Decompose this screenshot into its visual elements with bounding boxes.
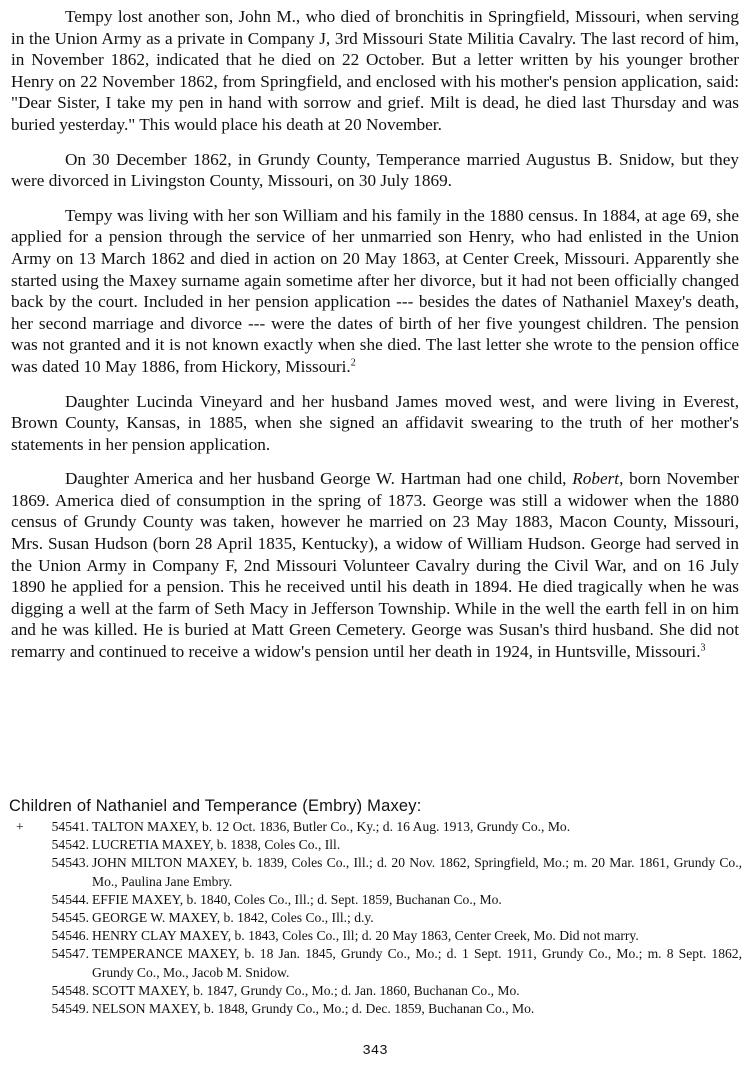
child-details: GEORGE W. MAXEY, b. 1842, Coles Co., Ill.; d.y. — [92, 910, 374, 926]
child-number: 54545. — [51, 910, 89, 926]
child-details: EFFIE MAXEY, b. 1840, Coles Co., Ill.; d. Sept. 1859, Buchanan Co., Mo. — [92, 891, 502, 907]
child-entry — [8, 1000, 742, 1018]
child-number: 54542. — [51, 837, 89, 853]
body-text — [11, 6, 739, 676]
child-details: SCOTT MAXEY, b. 1847, Grundy Co., Mo.; d. Jan. 1860, Buchanan Co., Mo. — [92, 982, 520, 998]
continuation-marker: + — [16, 819, 24, 834]
child-number: 54543. — [51, 855, 89, 871]
paragraph-text-lead: Daughter America and her husband George W. Hartman had one child, — [65, 469, 573, 489]
child-details: TALTON MAXEY, b. 12 Oct. 1836, Butler Co., Ky.; d. 16 Aug. 1913, Grundy Co., Mo. — [92, 819, 571, 834]
child-entry — [8, 927, 742, 945]
child-entry — [8, 836, 742, 854]
child-details: TEMPERANCE MAXEY, b. 18 Jan. 1845, Grundy Co., Mo.; d. 1 Sept. 1911, Grundy Co., Mo.; m. 8 Sept. 1862, Grundy Co., Mo., Jacob M. Snidow. — [92, 946, 742, 980]
children-heading: Children of Nathaniel and Temperance (Embry) Maxey: — [9, 797, 422, 815]
child-entry — [8, 909, 742, 927]
child-number: 54549. — [51, 1001, 89, 1017]
paragraph-text: On 30 December 1862, in Grundy County, Temperance married Augustus B. Snidow, but they were divorced in Livingston County, Missouri, on 30 July 1869. — [11, 149, 739, 191]
child-number: 54546. — [51, 928, 89, 944]
children-list — [8, 818, 742, 1018]
child-entry — [8, 854, 742, 890]
paragraph — [11, 6, 739, 136]
paragraph — [11, 205, 739, 378]
child-details: HENRY CLAY MAXEY, b. 1843, Coles Co., Ill; d. 20 May 1863, Center Creek, Mo. Did not marry. — [92, 928, 639, 944]
child-name-italic: Robert — [572, 469, 620, 489]
page-number: 343 — [362, 1043, 388, 1059]
child-details: NELSON MAXEY, b. 1848, Grundy Co., Mo.; d. Dec. 1859, Buchanan Co., Mo. — [92, 1001, 535, 1017]
child-number: 54547. — [51, 946, 89, 962]
child-details: JOHN MILTON MAXEY, b. 1839, Coles Co., Ill.; d. 20 Nov. 1862, Springfield, Mo.; m. 20 Mar. 1861, Grundy Co., Mo., Paulina Jane Embry. — [92, 855, 742, 889]
child-entry — [8, 945, 742, 981]
paragraph-text: Tempy was living with her son William and his family in the 1880 census. In 1884, at age 69, she applied for a pension through the service of her unmarried son Henry, who had enlisted in the Union Army on 13 March 1862 and died in action on 20 May 1863, at Center Creek, Missouri. Apparently she started using the Maxey surname again sometime after her divorce, but it had not been officially changed back by the court. Included in her pension application --- besides the dates of Nathaniel Maxey's death, her second marriage and divorce --- were the dates of birth of her five youngest children. The pension was not granted and it is not known exactly when she died. The last letter she wrote to the pension office was dated 10 May 1886, from Hickory, Missouri. — [11, 205, 739, 376]
child-entry — [8, 891, 742, 909]
paragraph — [11, 149, 739, 192]
child-number: 54544. — [51, 891, 89, 907]
child-number: 54548. — [51, 982, 89, 998]
paragraph-text: Tempy lost another son, John M., who died of bronchitis in Springfield, Missouri, when serving in the Union Army as a private in Company J, 3rd Missouri State Militia Cavalry. The last record of him, in November 1862, indicated that he died on 22 October. But a letter written by his younger brother Henry on 22 November 1862, from Springfield, and enclosed with his mother's pension application, said: "Dear Sister, I take my pen in hand with sorrow and grief. Milt is dead, he died last Thursday and was buried yesterday." This would place his death at 20 November. — [11, 7, 739, 134]
child-number: 54541. — [51, 819, 89, 834]
footnote-marker: 3 — [700, 642, 706, 654]
footnote-marker: 2 — [350, 357, 356, 369]
child-details: LUCRETIA MAXEY, b. 1838, Coles Co., Ill. — [92, 837, 341, 853]
paragraph-text: , born November 1869. America died of consumption in the spring of 1873. George was still a widower when the 1880 census of Grundy County was taken, however he married on 23 May 1883, Macon County, Missouri, Mrs. Susan Hudson (born 28 April 1835, Kentucky), a widow of William Hudson. George had served in the Union Army in Company F, 2nd Missouri Volunteer Cavalry during the Civil War, and on 16 July 1890 he applied for a pension. This he received until his death in 1894. He died tragically when he was digging a well at the farm of Seth Macy in Jefferson Township. While in the well the earth fell in on him and he was killed. He is buried at Matt Green Cemetery. George was Susan's third husband. She did not remarry and continued to receive a widow's pension until her death in 1924, in Huntsville, Missouri. — [11, 469, 739, 662]
paragraph-text: Daughter Lucinda Vineyard and her husband James moved west, and were living in Everest, Brown County, Kansas, in 1885, when she signed an affidavit swearing to the truth of her mother's statements in her pension application. — [11, 391, 739, 454]
child-entry — [8, 982, 742, 1000]
paragraph — [11, 468, 739, 662]
paragraph — [11, 391, 739, 456]
child-entry — [8, 818, 742, 836]
